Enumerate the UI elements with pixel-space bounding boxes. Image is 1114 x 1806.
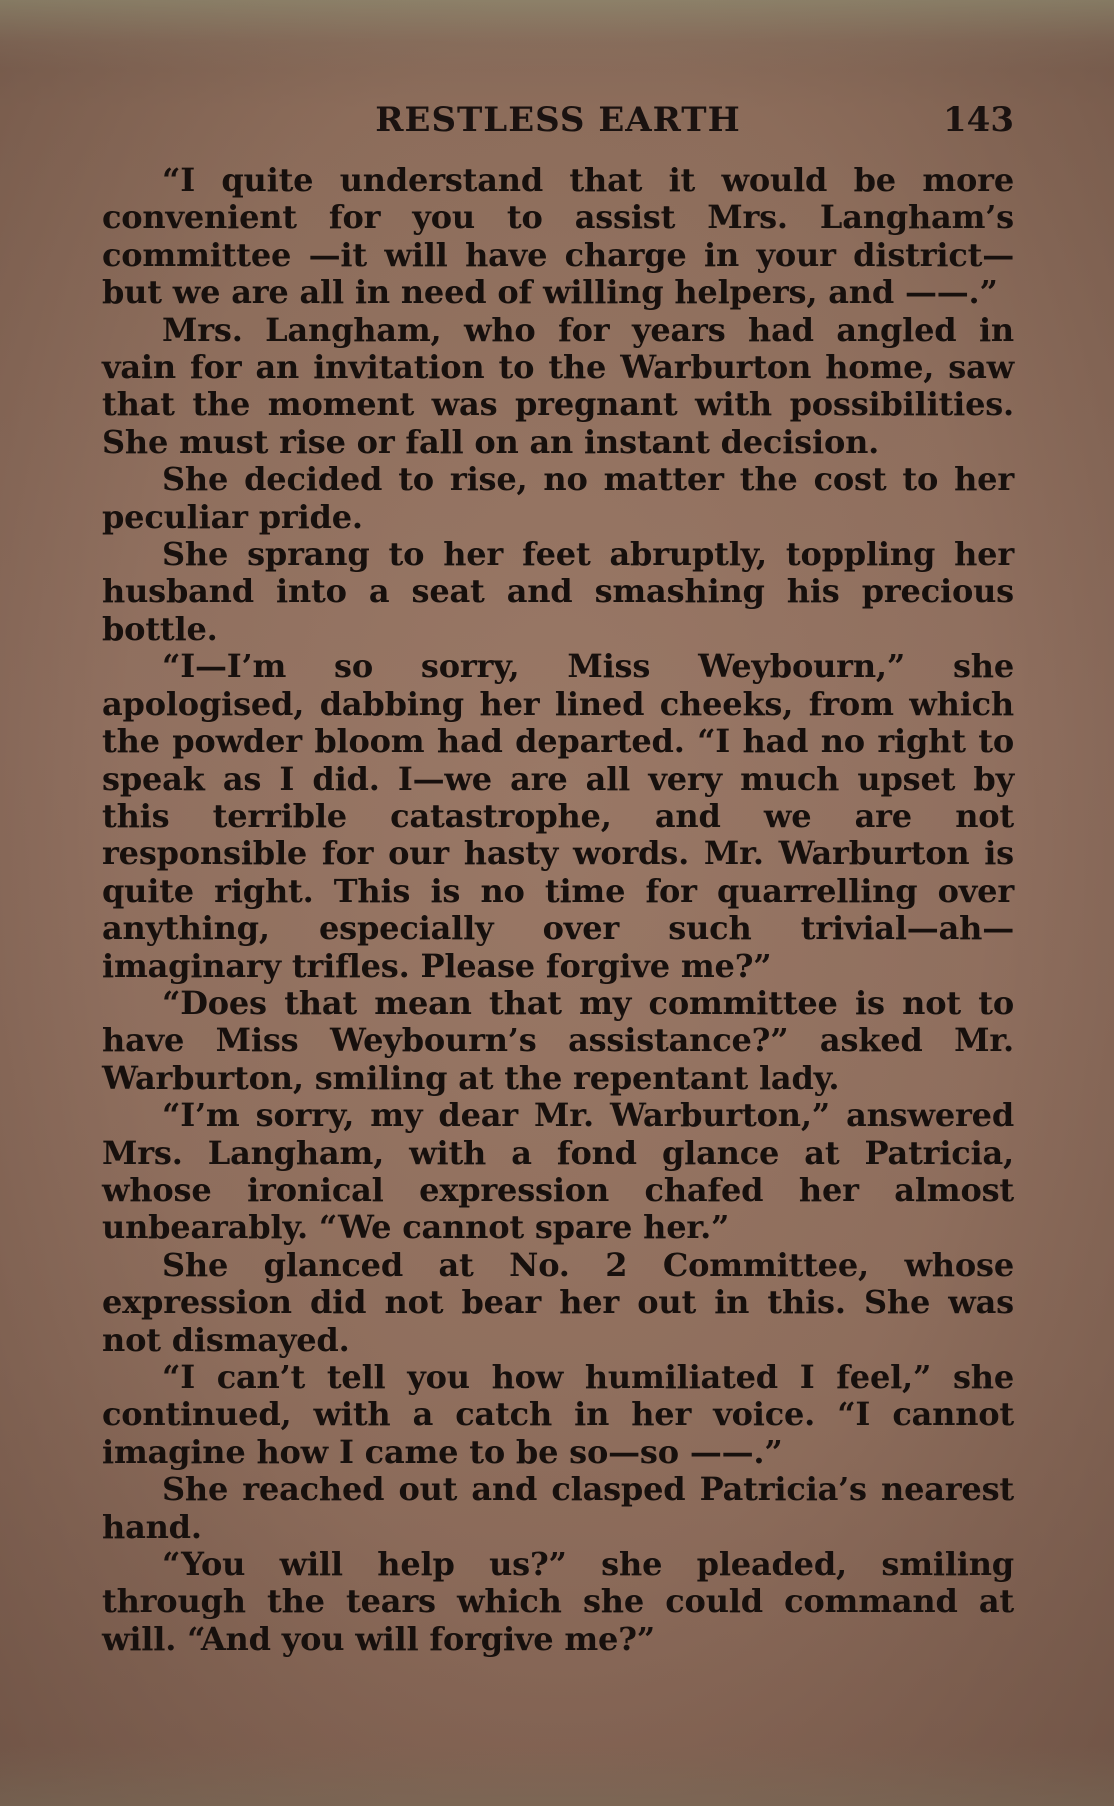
paragraph: She glanced at No. 2 Committee, whose expression did not bear her out in this. She was not dismayed. [102, 1245, 1014, 1359]
page-header [102, 100, 1014, 146]
paragraph: “You will help us?” she pleaded, smiling through the tears which she could command at will. “And you will forgive me?” [102, 1545, 1014, 1658]
running-title: RESTLESS EARTH [375, 100, 741, 140]
paragraph: Mrs. Langham, who for years had angled in vain for an invitation to the Warburton home, saw that the moment was pregnant with possibilities. She must rise or fall on an instant decision. [102, 310, 1014, 461]
page-number: 143 [943, 100, 1014, 140]
paragraph: She sprang to her feet abruptly, toppling her husband into a seat and smashing his precious bottle. [102, 535, 1014, 648]
body-text [102, 162, 1014, 1658]
paragraph: She decided to rise, no matter the cost to her peculiar pride. [102, 460, 1014, 536]
paragraph: “I can’t tell you how humiliated I feel,” she continued, with a catch in her voice. “I cannot imagine how I came to be so—so ——.” [102, 1358, 1014, 1471]
paragraph: “I’m sorry, my dear Mr. Warburton,” answered Mrs. Langham, with a fond glance at Patricia, whose ironical expression chafed her almost unbearably. “We cannot spare her.” [102, 1096, 1014, 1247]
paragraph: “I—I’m so sorry, Miss Weybourn,” she apologised, dabbing her lined cheeks, from which the powder bloom had departed. “I had no right to speak as I did. I—we are all very much upset by this terrible catastrophe, and we are not responsible for our hasty words. Mr. Warburton is quite right. This is no time for quarrelling over anything, especially over such trivial—ah—imaginary trifles. Please forgive me?” [102, 647, 1014, 985]
paragraph: “I quite understand that it would be more convenient for you to assist Mrs. Langham’s committee —it will have charge in your district—but we are all in need of willing helpers, and ——.” [102, 161, 1014, 312]
paragraph: She reached out and clasped Patricia’s nearest hand. [102, 1470, 1014, 1546]
paragraph: “Does that mean that my committee is not to have Miss Weybourn’s assistance?” asked Mr. Warburton, smiling at the repentant lady. [102, 983, 1014, 1097]
